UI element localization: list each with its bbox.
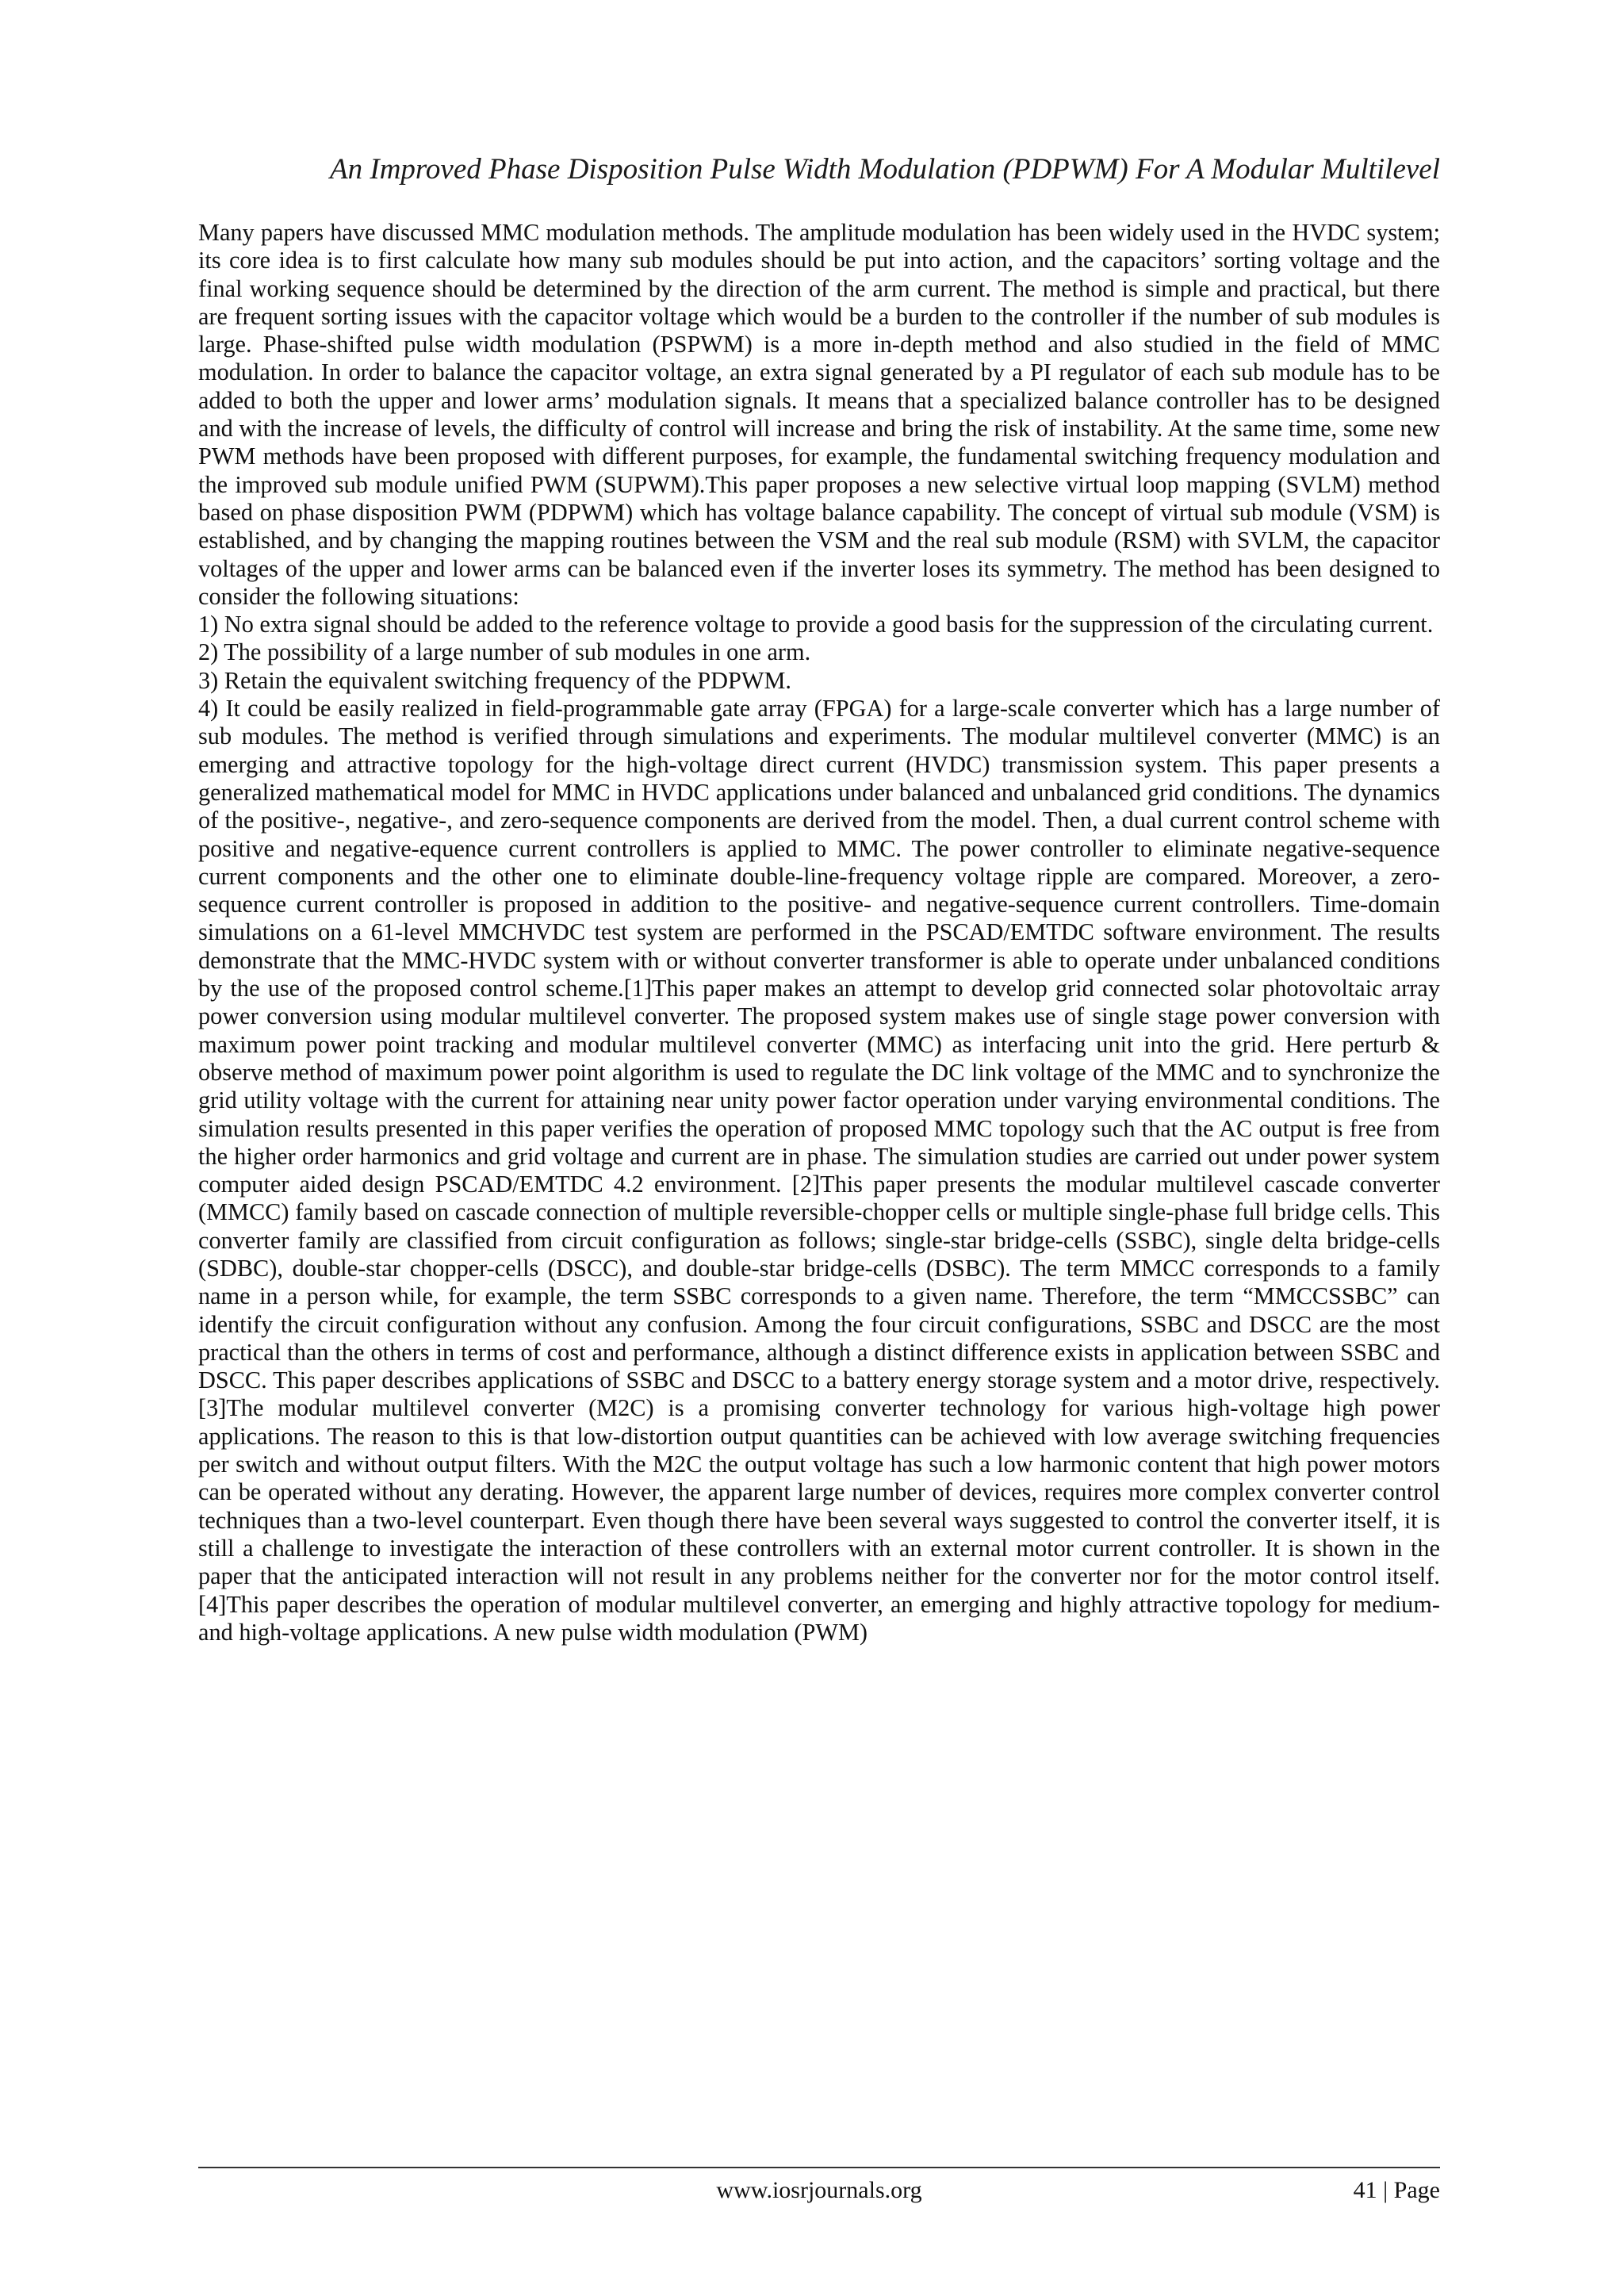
running-header: An Improved Phase Disposition Pulse Width Modulation (PDPWM) For A Modular Multilevel bbox=[330, 153, 1440, 186]
list-item-2: 2) The possibility of a large number of sub modules in one arm. bbox=[198, 638, 811, 666]
list-item-3: 3) Retain the equivalent switching frequency of the PDPWM. bbox=[198, 666, 791, 694]
paragraph-intro: Many papers have discussed MMC modulation methods. The amplitude modulation has been widely used in the HVDC system; its core idea is to first calculate how many sub modules should be put into action, and the capacitors’ sorting voltage and the final working sequence should be determined by the direction of the arm current. The method is simple and practical, but there are frequent sorting issues with the capacitor voltage which would be a burden to the controller if the number of sub modules is large. Phase-shifted pulse width modulation (PSPWM) is a more in-depth method and also studied in the field of MMC modulation. In order to balance the capacitor voltage, an extra signal generated by a PI regulator of each sub module has to be added to both the upper and lower arms’ modulation signals. It means that a specialized balance controller has to be designed and with the increase of levels, the difficulty of control will increase and bring the risk of instability. At the same time, some new PWM methods have been proposed with different purposes, for example, the fundamental switching frequency modulation and the improved sub module unified PWM (SUPWM).This paper proposes a new selective virtual loop mapping (SVLM) method based on phase disposition PWM (PDPWM) which has voltage balance capability. The concept of virtual sub module (VSM) is established, and by changing the mapping routines between the VSM and the real sub module (RSM) with SVLM, the capacitor voltages of the upper and lower arms can be balanced even if the inverter loses its symmetry. The method has been designed to consider the following situations: bbox=[198, 219, 1440, 610]
article-body bbox=[198, 219, 1440, 1646]
footer-page-number: 41 | Page bbox=[1353, 2177, 1440, 2203]
list-item-4-and-review: 4) It could be easily realized in field-programmable gate array (FPGA) for a large-scale converter which has a large number of sub modules. The method is verified through simulations and experiments. The modular multilevel converter (MMC) is an emerging and attractive topology for the high-voltage direct current (HVDC) transmission system. This paper presents a generalized mathematical model for MMC in HVDC applications under balanced and unbalanced grid conditions. The dynamics of the positive-, negative-, and zero-sequence components are derived from the model. Then, a dual current control scheme with positive and negative-equence current controllers is applied to MMC. The power controller to eliminate negative-sequence current components and the other one to eliminate double-line-frequency voltage ripple are compared. Moreover, a zero-sequence current controller is proposed in addition to the positive- and negative-sequence current controllers. Time-domain simulations on a 61-level MMCHVDC test system are performed in the PSCAD/EMTDC software environment. The results demonstrate that the MMC-HVDC system with or without converter transformer is able to operate under unbalanced conditions by the use of the proposed control scheme.[1]This paper makes an attempt to develop grid connected solar photovoltaic array power conversion using modular multilevel converter. The proposed system makes use of single stage power conversion with maximum power point tracking and modular multilevel converter (MMC) as interfacing unit into the grid. Here perturb & observe method of maximum power point algorithm is used to regulate the DC link voltage of the MMC and to synchronize the grid utility voltage with the current for attaining near unity power factor operation under varying environmental conditions. The simulation results presented in this paper verifies the operation of proposed MMC topology such that the AC output is free from the higher order harmonics and grid voltage and current are in phase. The simulation studies are carried out under power system computer aided design PSCAD/EMTDC 4.2 environment. [2]This paper presents the modular multilevel cascade converter (MMCC) family based on cascade connection of multiple reversible-chopper cells or multiple single-phase full bridge cells. This converter family are classified from circuit configuration as follows; single-star bridge-cells (SSBC), single delta bridge-cells (SDBC), double-star chopper-cells (DSCC), and double-star bridge-cells (DSBC). The term MMCC corresponds to a family name in a person while, for example, the term SSBC corresponds to a given name. Therefore, the term “MMCCSSBC” can identify the circuit configuration without any confusion. Among the four circuit configurations, SSBC and DSCC are the most practical than the others in terms of cost and performance, although a distinct difference exists in application between SSBC and DSCC. This paper describes applications of SSBC and DSCC to a battery energy storage system and a motor drive, respectively.[3]The modular multilevel converter (M2C) is a promising converter technology for various high-voltage high power applications. The reason to this is that low-distortion output quantities can be achieved with low average switching frequencies per switch and without output filters. With the M2C the output voltage has such a low harmonic content that high power motors can be operated without any derating. However, the apparent large number of devices, requires more complex converter control techniques than a two-level counterpart. Even though there have been several ways suggested to control the converter itself, it is still a challenge to investigate the interaction of these controllers with an external motor current controller. It is shown in the paper that the anticipated interaction will not result in any problems neither for the converter nor for the motor control itself.[4]This paper describes the operation of modular multilevel converter, an emerging and highly attractive topology for medium- and high-voltage applications. A new pulse width modulation (PWM) bbox=[198, 695, 1440, 1646]
footer-journal-url: www.iosrjournals.org bbox=[716, 2177, 922, 2203]
footer-divider bbox=[198, 2167, 1440, 2168]
list-item-1: 1) No extra signal should be added to the reference voltage to provide a good basis for the suppression of the circulating current. bbox=[198, 611, 1434, 638]
